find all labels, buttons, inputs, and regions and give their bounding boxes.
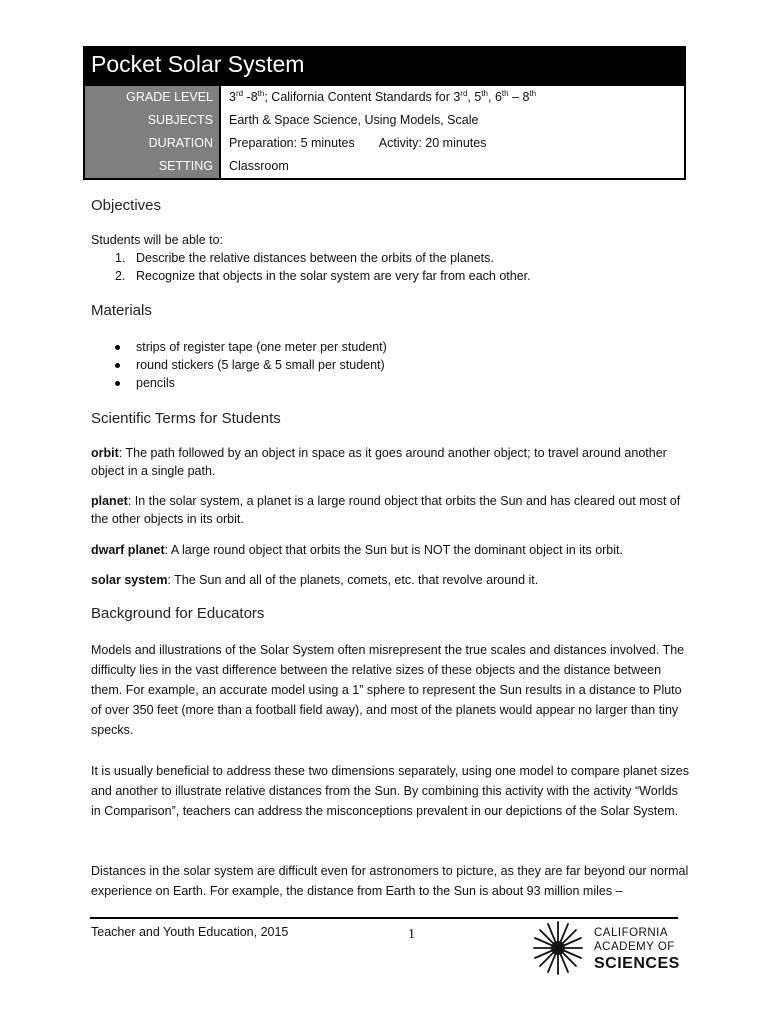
background-paragraph-2: It is usually beneficial to address these two dimensions separately, using one model to compare planet sizes and another to illustrate relative distances from the Sun. By combining this activity with the activity “Worlds in Comparison”, teachers can address the misconceptions prevalent in our depictions of the Solar System.	[91, 764, 690, 818]
footer-credit: Teacher and Youth Education, 2015	[91, 925, 289, 939]
terms-heading: Scientific Terms for Students	[91, 410, 281, 427]
background-paragraph-3: Distances in the solar system are difficult even for astronomers to picture, as they are far beyond our normal experience on Earth. For example, the distance from Earth to the Sun is about 93 million miles –	[91, 864, 689, 898]
duration-value	[229, 132, 486, 155]
title-bar	[83, 46, 686, 86]
objectives-intro: Students will be able to:	[91, 233, 224, 247]
materials-heading: Materials	[91, 302, 152, 319]
lesson-info-table	[83, 86, 686, 180]
document-title: Pocket Solar System	[91, 51, 305, 77]
page-number: 1	[408, 927, 415, 942]
list-item: strips of register tape (one meter per student)	[91, 338, 691, 356]
objectives-heading: Objectives	[91, 197, 162, 214]
grade-level-value: 3rd -8th; California Content Standards for 3rd, 5th, 6th – 8th	[229, 88, 537, 104]
background-paragraph-1: Models and illustrations of the Solar System often misrepresent the true scales and distances involved. The difficulty lies in the vast difference between the relative sizes of these objects and the distance between them. For example, an accurate model using a 1” sphere to represent the Sun results in a distance to Pluto of over 350 feet (more than a football field away), and most of the planets would appear no larger than tiny specks.	[91, 643, 685, 737]
list-item: round stickers (5 large & 5 small per student)	[91, 356, 691, 374]
term-planet: planet: In the solar system, a planet is a large round object that orbits the Sun and has cleared out most of the other objects in its orbit.	[91, 494, 681, 526]
setting-row	[85, 155, 686, 178]
background-heading: Background for Educators	[91, 605, 265, 622]
academy-logo-wordmark: CALIFORNIA ACADEMY OF SCIENCES	[594, 927, 680, 972]
grade-level-row	[85, 86, 686, 109]
materials-section	[91, 338, 691, 392]
subjects-row	[85, 109, 686, 132]
preparation-time: Preparation: 5 minutes	[229, 136, 355, 150]
term-dwarf-planet: dwarf planet: A large round object that orbits the Sun but is NOT the dominant object in its orbit.	[91, 543, 623, 557]
duration-row	[85, 132, 686, 155]
list-item: 2. Recognize that objects in the solar system are very far from each other.	[115, 269, 531, 283]
objectives-list	[91, 249, 691, 285]
subjects-value: Earth & Space Science, Using Models, Scale	[229, 113, 479, 127]
activity-time: Activity: 20 minutes	[378, 136, 487, 150]
duration-label: DURATION	[85, 132, 221, 155]
materials-list	[91, 338, 691, 392]
grade-level-label: GRADE LEVEL	[85, 86, 221, 109]
term-solar-system: solar system: The Sun and all of the planets, comets, etc. that revolve around it.	[91, 573, 539, 587]
bullet-icon	[115, 363, 120, 368]
setting-label: SETTING	[85, 155, 221, 178]
term-orbit: orbit: The path followed by an object in space as it goes around another object; to travel around another object in a single path.	[91, 446, 667, 478]
list-item: pencils	[91, 374, 691, 392]
bullet-icon	[115, 381, 120, 386]
objectives-section	[91, 232, 691, 285]
bullet-icon	[115, 345, 120, 350]
subjects-label: SUBJECTS	[85, 109, 221, 132]
list-item: 1. Describe the relative distances between the orbits of the planets.	[115, 251, 494, 265]
setting-value: Classroom	[229, 159, 289, 173]
